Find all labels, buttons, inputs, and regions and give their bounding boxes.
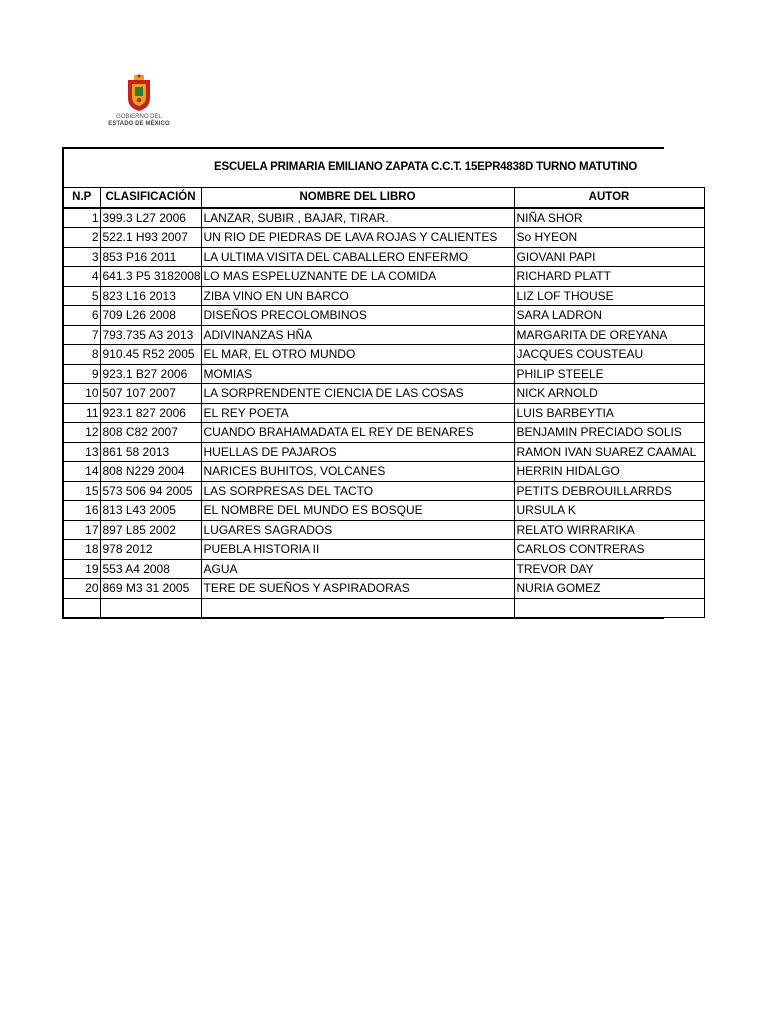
cell-clasificacion: 641.3 P5 3182008 (100, 267, 201, 287)
cell-nombre: LANZAR, SUBIR , BAJAR, TIRAR. (201, 208, 514, 228)
cell-np: 13 (64, 442, 100, 462)
cell-autor: SARA LADRON (514, 306, 704, 326)
cell-np: 8 (64, 345, 100, 365)
cell-nombre: LO MAS ESPELUZNANTE DE LA COMIDA (201, 267, 514, 287)
cell-autor: TREVOR DAY (514, 559, 704, 579)
books-table (64, 187, 705, 618)
cell-np: 4 (64, 267, 100, 287)
cell-nombre: ZIBA VINO EN UN BARCO (201, 286, 514, 306)
table-row (64, 247, 704, 267)
cell-nombre: AGUA (201, 559, 514, 579)
cell-autor: CARLOS CONTRERAS (514, 540, 704, 560)
cell-autor: GIOVANI PAPI (514, 247, 704, 267)
table-row (64, 579, 704, 599)
cell-np: 12 (64, 423, 100, 443)
government-line-1: GOBIERNO DEL (116, 114, 162, 120)
cell-np: 2 (64, 228, 100, 248)
cell-autor: LUIS BARBEYTIA (514, 403, 704, 423)
cell-nombre: EL MAR, EL OTRO MUNDO (201, 345, 514, 365)
cell-np: 16 (64, 501, 100, 521)
header-autor: AUTOR (514, 188, 704, 208)
cell-clasificacion: 808 N229 2004 (100, 462, 201, 482)
table-row (64, 442, 704, 462)
cell-empty (64, 598, 100, 618)
cell-np: 9 (64, 364, 100, 384)
cell-empty (514, 598, 704, 618)
cell-clasificacion: 507 107 2007 (100, 384, 201, 404)
cell-clasificacion: 869 M3 31 2005 (100, 579, 201, 599)
table-row (64, 559, 704, 579)
cell-clasificacion: 522.1 H93 2007 (100, 228, 201, 248)
cell-np: 17 (64, 520, 100, 540)
government-name (100, 114, 178, 128)
cell-autor: HERRIN HIDALGO (514, 462, 704, 482)
cell-nombre: LA SORPRENDENTE CIENCIA DE LAS COSAS (201, 384, 514, 404)
cell-clasificacion: 978 2012 (100, 540, 201, 560)
cell-np: 11 (64, 403, 100, 423)
cell-np: 1 (64, 208, 100, 228)
cell-clasificacion: 910.45 R52 2005 (100, 345, 201, 365)
table-row (64, 423, 704, 443)
cell-np: 7 (64, 325, 100, 345)
cell-np: 14 (64, 462, 100, 482)
cell-clasificacion: 897 L85 2002 (100, 520, 201, 540)
header-nombre: NOMBRE DEL LIBRO (201, 188, 514, 208)
cell-nombre: LAS SORPRESAS DEL TACTO (201, 481, 514, 501)
cell-clasificacion: 861 58 2013 (100, 442, 201, 462)
cell-clasificacion: 853 P16 2011 (100, 247, 201, 267)
cell-np: 6 (64, 306, 100, 326)
cell-np: 15 (64, 481, 100, 501)
cell-autor: URSULA K (514, 501, 704, 521)
sheet-title: ESCUELA PRIMARIA EMILIANO ZAPATA C.C.T. 15EPR4838D TURNO MATUTINO (214, 161, 638, 173)
cell-clasificacion: 793.735 A3 2013 (100, 325, 201, 345)
cell-nombre: LUGARES SAGRADOS (201, 520, 514, 540)
government-logo (100, 74, 178, 138)
cell-autor: LIZ LOF THOUSE (514, 286, 704, 306)
table-row (64, 325, 704, 345)
table-row (64, 228, 704, 248)
government-line-2: ESTADO DE MÉXICO (108, 121, 170, 127)
cell-autor: NURIA GOMEZ (514, 579, 704, 599)
table-row (64, 364, 704, 384)
cell-autor: PETITS DEBROUILLARRDS (514, 481, 704, 501)
header-clasificacion: CLASIFICACIÓN (100, 188, 201, 208)
cell-nombre: MOMIAS (201, 364, 514, 384)
cell-nombre: UN RIO DE PIEDRAS DE LAVA ROJAS Y CALIENTES (201, 228, 514, 248)
table-row (64, 384, 704, 404)
spreadsheet-table (62, 147, 697, 619)
cell-np: 5 (64, 286, 100, 306)
cell-clasificacion: 399.3 L27 2006 (100, 208, 201, 228)
cell-empty (100, 598, 201, 618)
cell-nombre: PUEBLA HISTORIA II (201, 540, 514, 560)
header-np: N.P (64, 188, 100, 208)
table-body (64, 208, 704, 618)
table-row (64, 540, 704, 560)
cell-clasificacion: 813 L43 2005 (100, 501, 201, 521)
table-row (64, 286, 704, 306)
cell-autor: BENJAMIN PRECIADO SOLIS (514, 423, 704, 443)
table-row (64, 462, 704, 482)
cell-autor: PHILIP STEELE (514, 364, 704, 384)
cell-autor: JACQUES COUSTEAU (514, 345, 704, 365)
table-row (64, 520, 704, 540)
cell-np: 20 (64, 579, 100, 599)
table-row (64, 403, 704, 423)
table-row (64, 481, 704, 501)
cell-nombre: HUELLAS DE PAJAROS (201, 442, 514, 462)
cell-nombre: EL REY POETA (201, 403, 514, 423)
cell-nombre: ADIVINANZAS HÑA (201, 325, 514, 345)
cell-clasificacion: 923.1 827 2006 (100, 403, 201, 423)
cell-clasificacion: 553 A4 2008 (100, 559, 201, 579)
table-row (64, 267, 704, 287)
cell-nombre: EL NOMBRE DEL MUNDO ES BOSQUE (201, 501, 514, 521)
cell-clasificacion: 573 506 94 2005 (100, 481, 201, 501)
cell-clasificacion: 709 L26 2008 (100, 306, 201, 326)
cell-nombre: NARICES BUHITOS, VOLCANES (201, 462, 514, 482)
cell-clasificacion: 923.1 B27 2006 (100, 364, 201, 384)
cell-nombre: LA ULTIMA VISITA DEL CABALLERO ENFERMO (201, 247, 514, 267)
table-row (64, 501, 704, 521)
cell-np: 19 (64, 559, 100, 579)
cell-autor: NIÑA SHOR (514, 208, 704, 228)
cell-nombre: TERE DE SUEÑOS Y ASPIRADORAS (201, 579, 514, 599)
cell-autor: RAMON IVAN SUAREZ CAAMAL (514, 442, 704, 462)
cell-autor: RICHARD PLATT (514, 267, 704, 287)
table-row (64, 345, 704, 365)
cell-np: 3 (64, 247, 100, 267)
cell-nombre: CUANDO BRAHAMADATA EL REY DE BENARES (201, 423, 514, 443)
cell-clasificacion: 808 C82 2007 (100, 423, 201, 443)
cell-autor: RELATO WIRRARIKA (514, 520, 704, 540)
cell-empty (201, 598, 514, 618)
coat-of-arms-icon (124, 74, 154, 112)
cell-nombre: DISEÑOS PRECOLOMBINOS (201, 306, 514, 326)
table-row (64, 208, 704, 228)
cell-autor: MARGARITA DE OREYANA (514, 325, 704, 345)
cell-np: 18 (64, 540, 100, 560)
cell-autor: NICK ARNOLD (514, 384, 704, 404)
cell-np: 10 (64, 384, 100, 404)
header-row (64, 188, 704, 208)
table-row (64, 306, 704, 326)
cell-clasificacion: 823 L16 2013 (100, 286, 201, 306)
empty-row (64, 598, 704, 618)
cell-autor: So HYEON (514, 228, 704, 248)
